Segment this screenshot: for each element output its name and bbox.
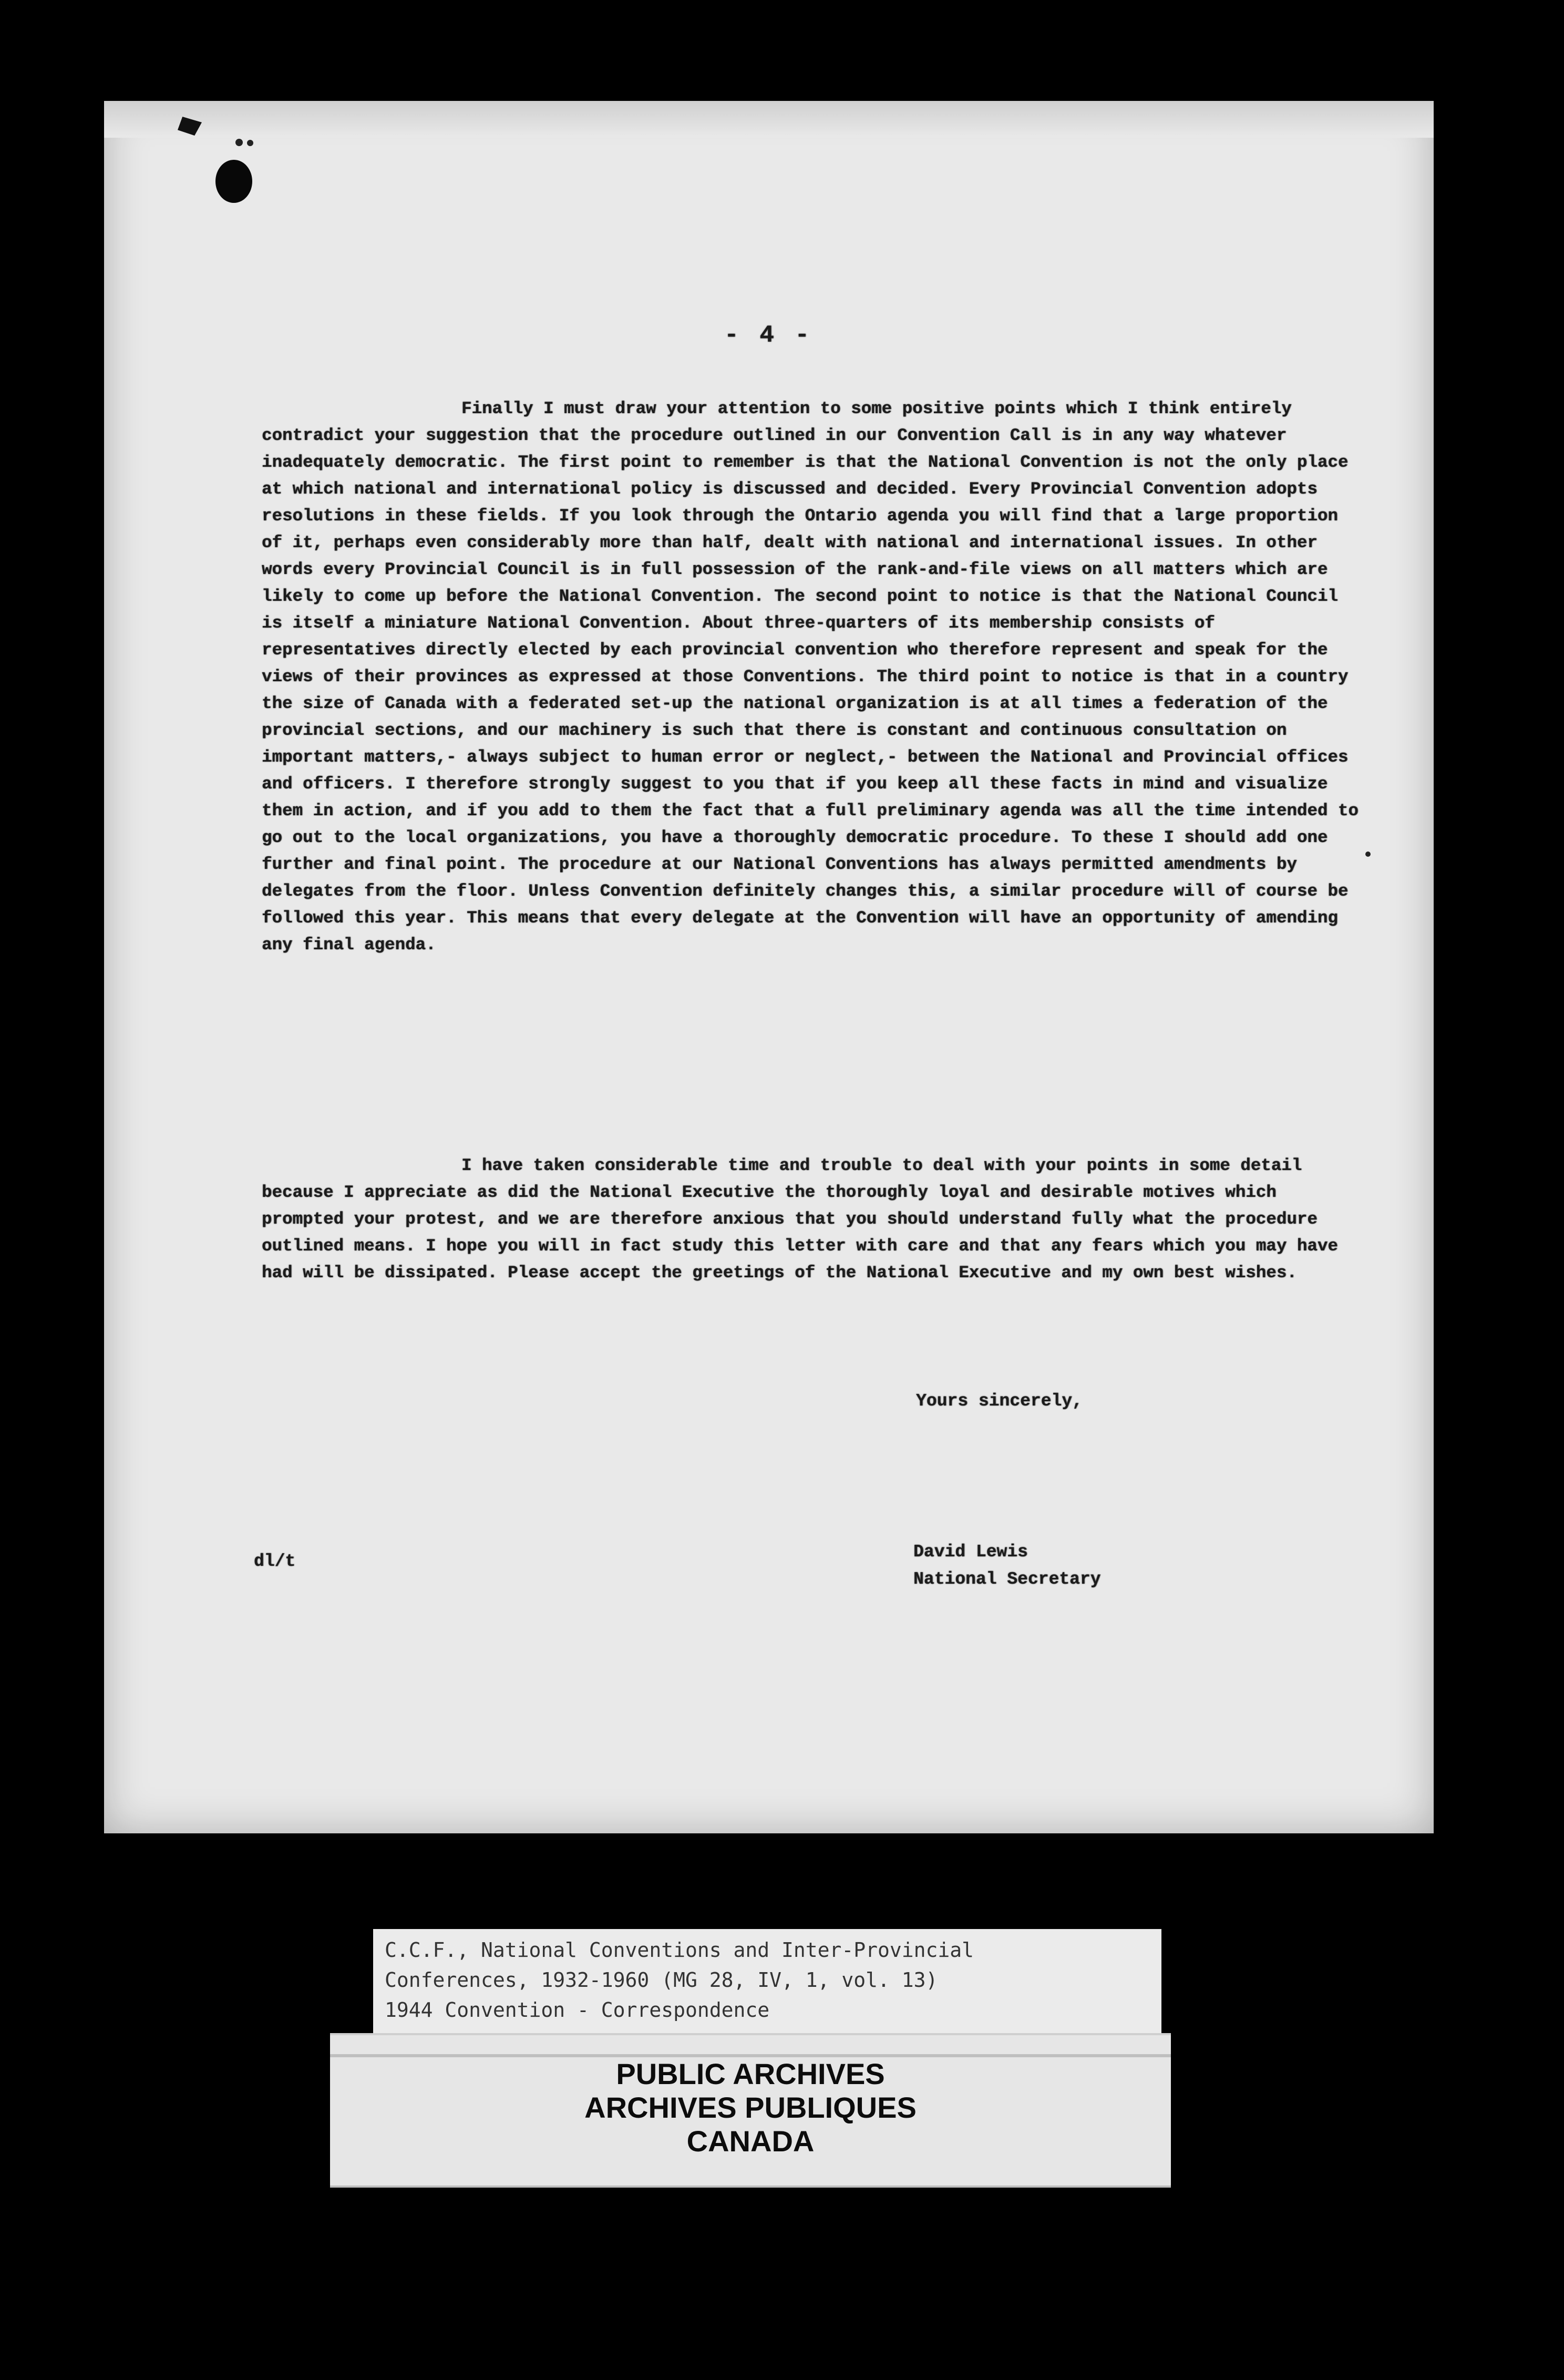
signer-title: National Secretary [913, 1569, 1101, 1589]
citation-card [373, 1929, 1161, 2050]
archive-stamp [330, 2033, 1171, 2188]
ink-speck [1365, 852, 1371, 857]
signer-name: David Lewis [913, 1542, 1028, 1562]
signature-block [913, 1538, 1100, 1593]
page-edge-shadow [104, 101, 1434, 138]
punch-hole [215, 160, 252, 203]
stamp-line: CANADA [686, 2125, 815, 2158]
letter-paragraph: I have taken considerable time and trouble to deal with your points in some detail because I appreciate as did the National Executive the thoroughly loyal and desirable motives which prompted your protest, and we are therefore anxious that you should understand fully what the procedure outlined means. I hope you will in fact study this letter with care and that any fears which you may have had will be dissipated. Please accept the greetings of the National Executive and my own best wishes. [262, 1156, 1349, 1283]
ink-speck [235, 139, 243, 146]
stamp-line: ARCHIVES PUBLIQUES [584, 2091, 917, 2124]
typist-initials: dl/t [254, 1552, 296, 1571]
citation-line: C.C.F., National Conventions and Inter-Provincial [385, 1938, 974, 1962]
letter-paragraph: Finally I must draw your attention to some positive points which I think entirely contradict your suggestion that the procedure outlined in our Convention Call is in any way whatever inadequately democratic. The first point to remember is that the National Convention is not the only place at which national and international policy is discussed and decided. Every Provincial Convention adopts resolutions in these fields. If you look through the Ontario agenda you will find that a large proportion of it, perhaps even considerably more than half, dealt with national and international issues. In other words every Provincial Council is in full possession of the rank-and-file views on all matters which are likely to come up before the National Convention. The second point to notice is that the National Council is itself a miniature National Convention. About three-quarters of its membership consists of representatives directly elected by each provincial convention who therefore represent and speak for the views of their provinces as expressed at those Conventions. The third point to notice is that in a country the size of Canada with a federated set-up the national organization is at all times a federation of the provincial sections, and our machinery is such that there is constant and continuous consultation on important matters,- always subject to human error or neglect,- between the National and Provincial offices and officers. I therefore strongly suggest to you that if you keep all these facts in mind and visualize them in action, and if you add to them the fact that a full preliminary agenda was all the time intended to go out to the local organizations, you have a thoroughly democratic procedure. To these I should add one further and final point. The procedure at our National Conventions has always permitted amendments by delegates from the floor. Unless Convention definitely changes this, a similar procedure will of course be followed this year. This means that every delegate at the Convention will have an opportunity of amending any final agenda. [262, 399, 1369, 955]
citation-line: 1944 Convention - Correspondence [385, 1998, 770, 2022]
letter-page [104, 101, 1434, 1833]
page-number: - 4 - [724, 322, 813, 349]
ink-speck [247, 140, 253, 146]
complimentary-close: Yours sincerely, [916, 1391, 1083, 1411]
archive-stamp-text [330, 2057, 1171, 2158]
citation-line: Conferences, 1932-1960 (MG 28, IV, 1, vol. 13) [385, 1968, 938, 1992]
stamp-line: PUBLIC ARCHIVES [616, 2057, 885, 2090]
